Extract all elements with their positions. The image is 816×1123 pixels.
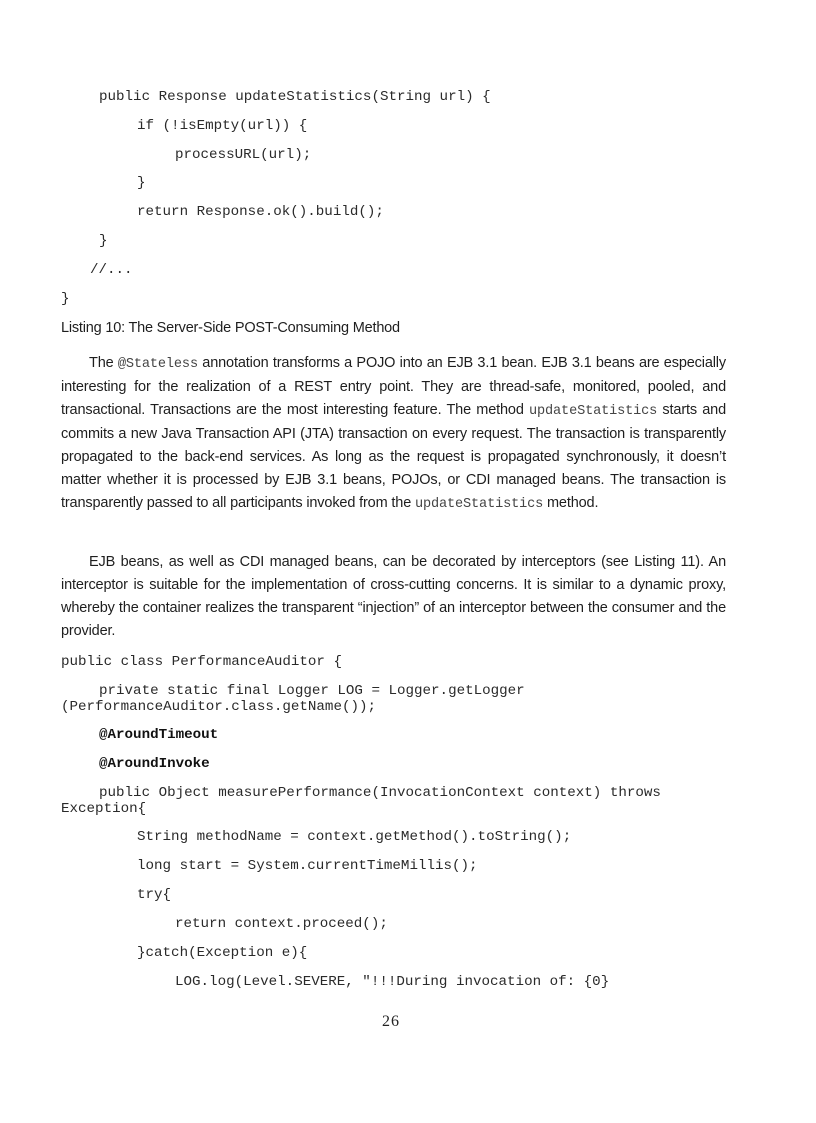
- code-line: }: [61, 291, 70, 307]
- inline-code: @Stateless: [117, 357, 198, 372]
- code-line: String methodName = context.getMethod().toString();: [137, 829, 572, 845]
- code-line: return Response.ok().build();: [137, 204, 384, 220]
- body-paragraph: EJB beans, as well as CDI managed beans, can be decorated by interceptors (see Listing 11). An interceptor is suitable for the implementation of cross-cutting concerns. It is similar to a dynamic proxy, whereby the container realizes the transparent “injection” of an interceptor between the consumer and the provider.: [61, 554, 726, 639]
- code-line: if (!isEmpty(url)) {: [137, 118, 308, 134]
- code-line: //...: [90, 262, 133, 278]
- inline-code: updateStatistics: [529, 404, 658, 419]
- code-line: }: [137, 175, 146, 191]
- code-annotation: @AroundInvoke: [99, 756, 210, 772]
- code-line: }catch(Exception e){: [137, 945, 308, 961]
- code-annotation: @AroundTimeout: [99, 727, 219, 743]
- code-line: (PerformanceAuditor.class.getName());: [61, 699, 377, 715]
- code-line: return context.proceed();: [175, 916, 388, 932]
- code-line: public Response updateStatistics(String url) {: [99, 89, 491, 105]
- code-line: long start = System.currentTimeMillis();: [137, 858, 478, 874]
- code-line: try{: [137, 887, 172, 903]
- code-line: private static final Logger LOG = Logger.getLogger: [99, 683, 525, 699]
- inline-code: updateStatistics: [415, 497, 544, 512]
- code-line: LOG.log(Level.SEVERE, "!!!During invocation of: {0}: [175, 974, 610, 990]
- code-line: }: [99, 233, 108, 249]
- code-line: public Object measurePerformance(InvocationContext context) throws: [99, 785, 661, 801]
- code-line: processURL(url);: [175, 147, 312, 163]
- code-line: Exception{: [61, 801, 147, 817]
- listing-caption: Listing 10: The Server-Side POST-Consuming Method: [61, 320, 400, 336]
- page-number: 26: [382, 1013, 400, 1030]
- body-paragraph: The @Stateless annotation transforms a POJO into an EJB 3.1 bean. EJB 3.1 beans are especially interesting for the realization of a REST entry point. They are thread-safe, monitored, pooled, and transactional. Transactions are the most interesting feature. The method updateStatistics starts and commits a new Java Transaction API (JTA) transaction on every request. The transaction is transparently propagated to the back-end services. As long as the request is propagated synchronously, it doesn’t matter whether it is processed by EJB 3.1 beans, POJOs, or CDI managed beans. The transaction is transparently passed to all participants invoked from the updateStatistics method.: [61, 355, 726, 512]
- code-line: public class PerformanceAuditor {: [61, 654, 342, 670]
